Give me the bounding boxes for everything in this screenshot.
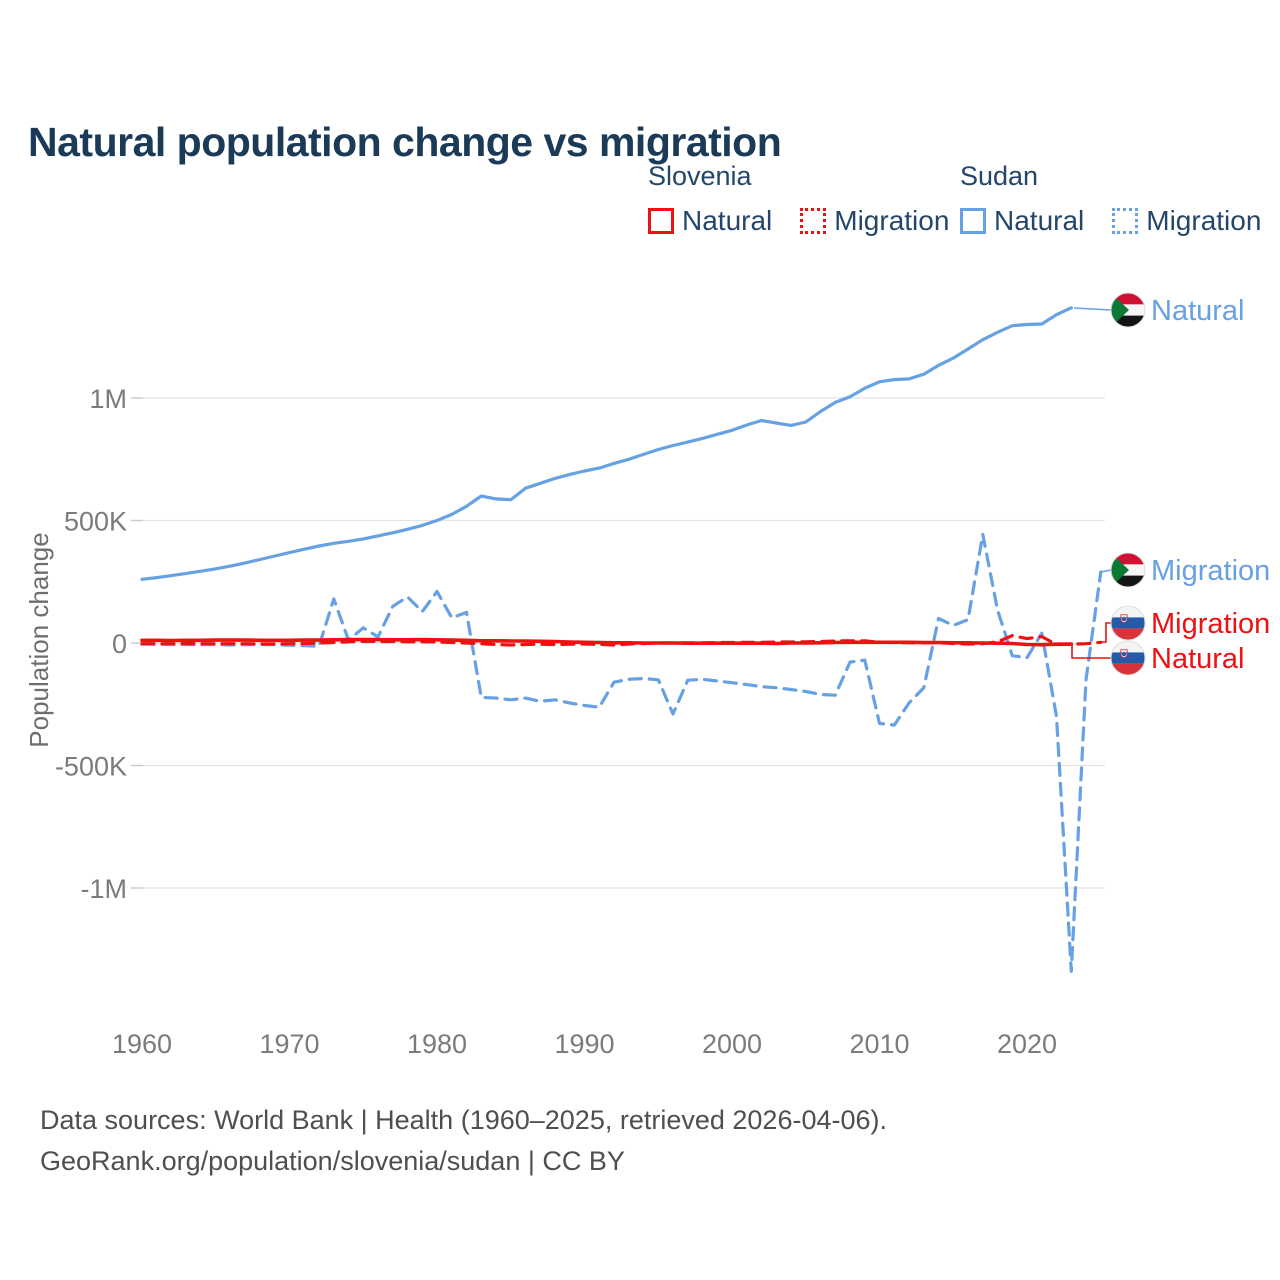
annotation-label-sudan-migration: Migration bbox=[1151, 555, 1271, 587]
legend-item-slovenia-migration[interactable] bbox=[800, 205, 949, 237]
slovenia-migration-swatch-icon bbox=[800, 208, 826, 234]
legend-item-sudan-migration[interactable] bbox=[1112, 205, 1261, 237]
slovenia-flag-icon bbox=[1111, 641, 1145, 675]
data-sources-line: Data sources: World Bank | Health (1960–2025, retrieved 2026-04-06). bbox=[40, 1105, 887, 1135]
y-tick-label: 0 bbox=[111, 629, 127, 659]
annotation-connector-sudan-natural bbox=[1074, 308, 1111, 310]
x-tick-label: 1980 bbox=[406, 1029, 468, 1059]
x-tick-label: 2000 bbox=[701, 1029, 763, 1059]
legend-label: Natural bbox=[682, 205, 773, 236]
legend-country-slovenia: Slovenia bbox=[648, 161, 752, 191]
annotation-label-sudan-natural: Natural bbox=[1151, 295, 1245, 327]
y-tick-label: 1M bbox=[89, 384, 127, 414]
slovenia-flag-icon bbox=[1111, 606, 1145, 640]
sudan-flag-icon bbox=[1111, 293, 1145, 327]
attribution-line: GeoRank.org/population/slovenia/sudan | CC BY bbox=[40, 1146, 625, 1176]
sudan-natural-swatch-icon bbox=[960, 208, 986, 234]
sudan-flag-icon bbox=[1111, 553, 1145, 587]
y-axis-title: Population change bbox=[24, 532, 54, 748]
annotation-connector-slovenia-migration bbox=[1101, 623, 1111, 642]
series-sudan-migration-line bbox=[142, 535, 1101, 972]
x-tick-label: 1990 bbox=[554, 1029, 615, 1059]
legend-country-sudan: Sudan bbox=[960, 161, 1039, 191]
y-tick-label: -1M bbox=[80, 874, 127, 904]
legend-label: Natural bbox=[994, 205, 1085, 236]
legend-item-sudan-natural[interactable] bbox=[960, 205, 1084, 237]
y-tick-label: -500K bbox=[54, 751, 127, 782]
x-tick-label: 1960 bbox=[111, 1029, 173, 1059]
x-tick-label: 2010 bbox=[849, 1029, 910, 1059]
y-tick-label: 500K bbox=[63, 506, 127, 537]
annotation-connector-sudan-migration bbox=[1101, 570, 1111, 572]
footer bbox=[40, 1100, 887, 1182]
x-tick-label: 1970 bbox=[259, 1029, 320, 1059]
series-sudan-natural-line bbox=[142, 308, 1071, 580]
page-title: Natural population change vs migration bbox=[28, 119, 782, 166]
legend-group-slovenia bbox=[648, 161, 949, 237]
x-tick-label: 2020 bbox=[996, 1029, 1058, 1059]
legend-item-slovenia-natural[interactable] bbox=[648, 205, 772, 237]
sudan-migration-swatch-icon bbox=[1112, 208, 1138, 234]
legend-group-sudan bbox=[960, 161, 1261, 237]
legend-label: Migration bbox=[834, 205, 950, 236]
annotation-label-slovenia-migration: Migration bbox=[1151, 608, 1271, 640]
slovenia-natural-swatch-icon bbox=[648, 208, 674, 234]
annotation-label-slovenia-natural: Natural bbox=[1151, 643, 1245, 675]
legend-label: Migration bbox=[1146, 205, 1262, 236]
